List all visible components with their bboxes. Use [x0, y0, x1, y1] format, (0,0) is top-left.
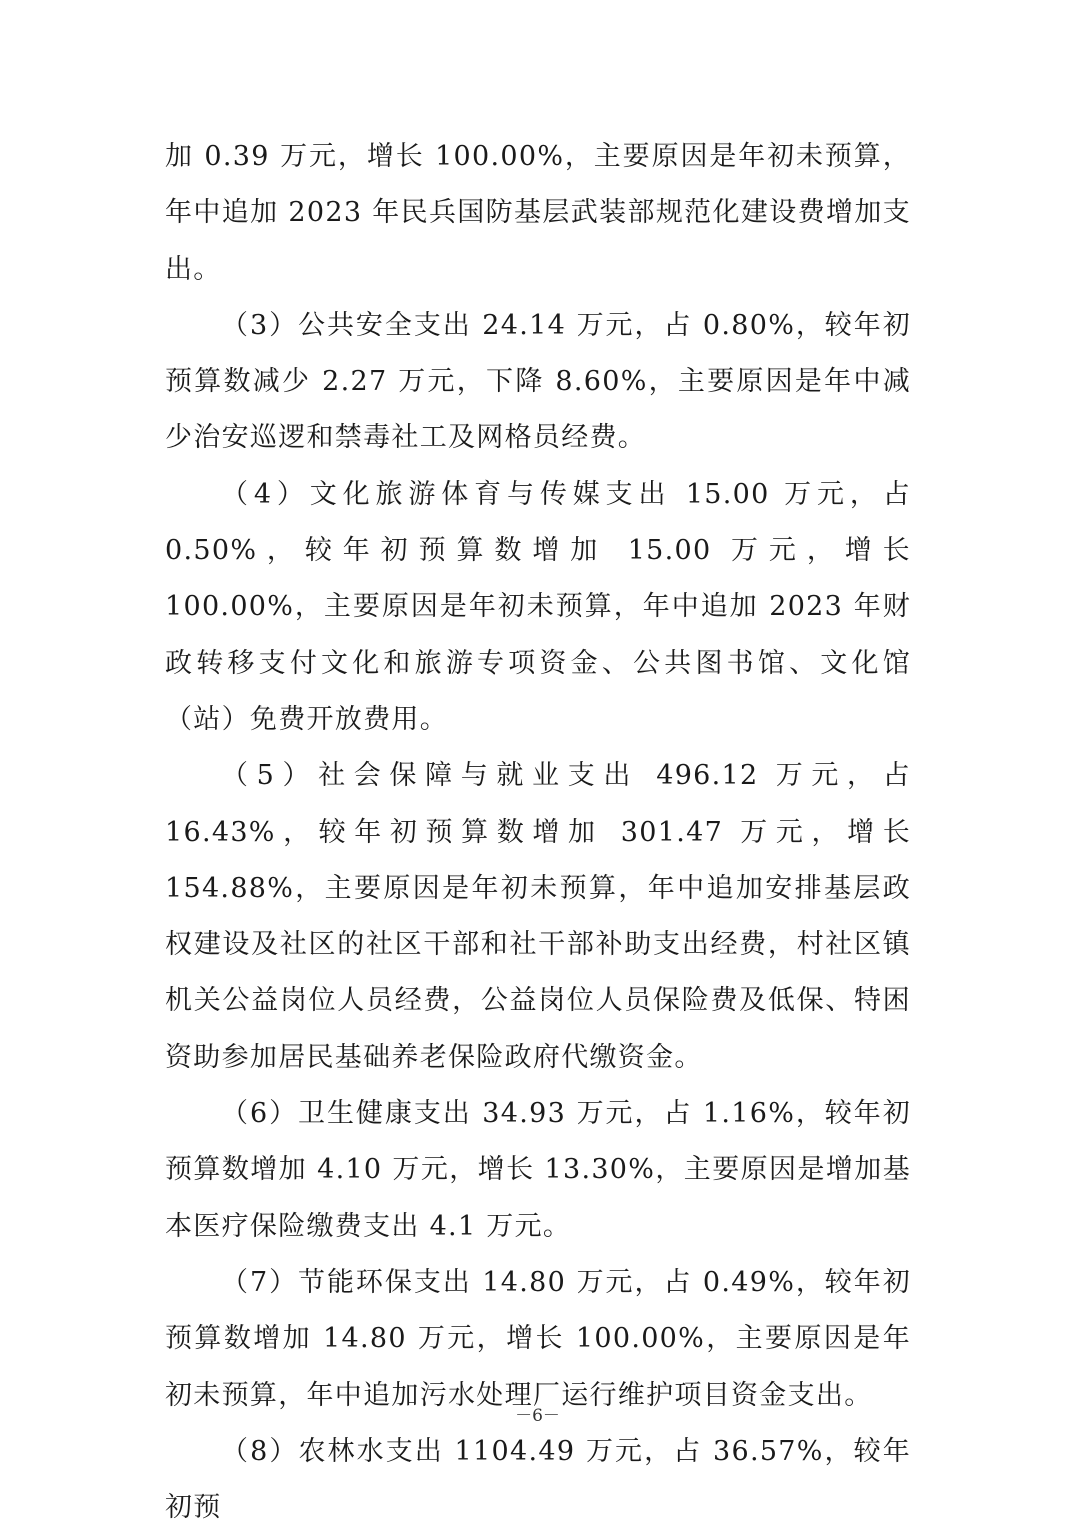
paragraph-continuation: 加 0.39 万元，增长 100.00%，主要原因是年初未预算，年中追加 2023 年民兵国防基层武装部规范化建设费增加支出。: [165, 141, 911, 285]
paragraph-environmental: （7）节能环保支出 14.80 万元，占 0.49%，较年初预算数增加 14.80 万元，增长 100.00%，主要原因是年初未预算，年中追加污水处理厂运行维护项目资金支出。: [165, 1266, 911, 1411]
paragraph-public-security: （3）公共安全支出 24.14 万元，占 0.80%，较年初预算数减少 2.27 万元，下降 8.60%，主要原因是年中减少治安巡逻和禁毒社工及网格员经费。: [165, 309, 911, 454]
paragraph-social-security: （5）社会保障与就业支出 496.12 万元，占 16.43%，较年初预算数增加 301.47 万元，增长 154.88%，主要原因是年初未预算，年中追加安排基层政权建设及社区的社区干部和社干部补助支出经费，村社区镇机关公益岗位人员经费，公益岗位人员保险费及低保、特困资助参加居民基础养老保险政府代缴资金。: [165, 760, 911, 1073]
paragraph-agriculture: （8）农林水支出 1104.49 万元，占 36.57%，较年初预: [165, 1435, 911, 1524]
paragraph-culture-tourism: （4）文化旅游体育与传媒支出 15.00 万元，占 0.50%，较年初预算数增加 15.00 万元，增长 100.00%，主要原因是年初未预算，年中追加 2023 年财政转移支付文化和旅游专项资金、公共图书馆、文化馆（站）免费开放费用。: [165, 478, 911, 735]
page-number: －6－: [515, 1406, 560, 1426]
document-body: [165, 129, 911, 1536]
paragraph-health: （6）卫生健康支出 34.93 万元，占 1.16%，较年初预算数增加 4.10 万元，增长 13.30%，主要原因是增加基本医疗保险缴费支出 4.1 万元。: [165, 1098, 911, 1242]
